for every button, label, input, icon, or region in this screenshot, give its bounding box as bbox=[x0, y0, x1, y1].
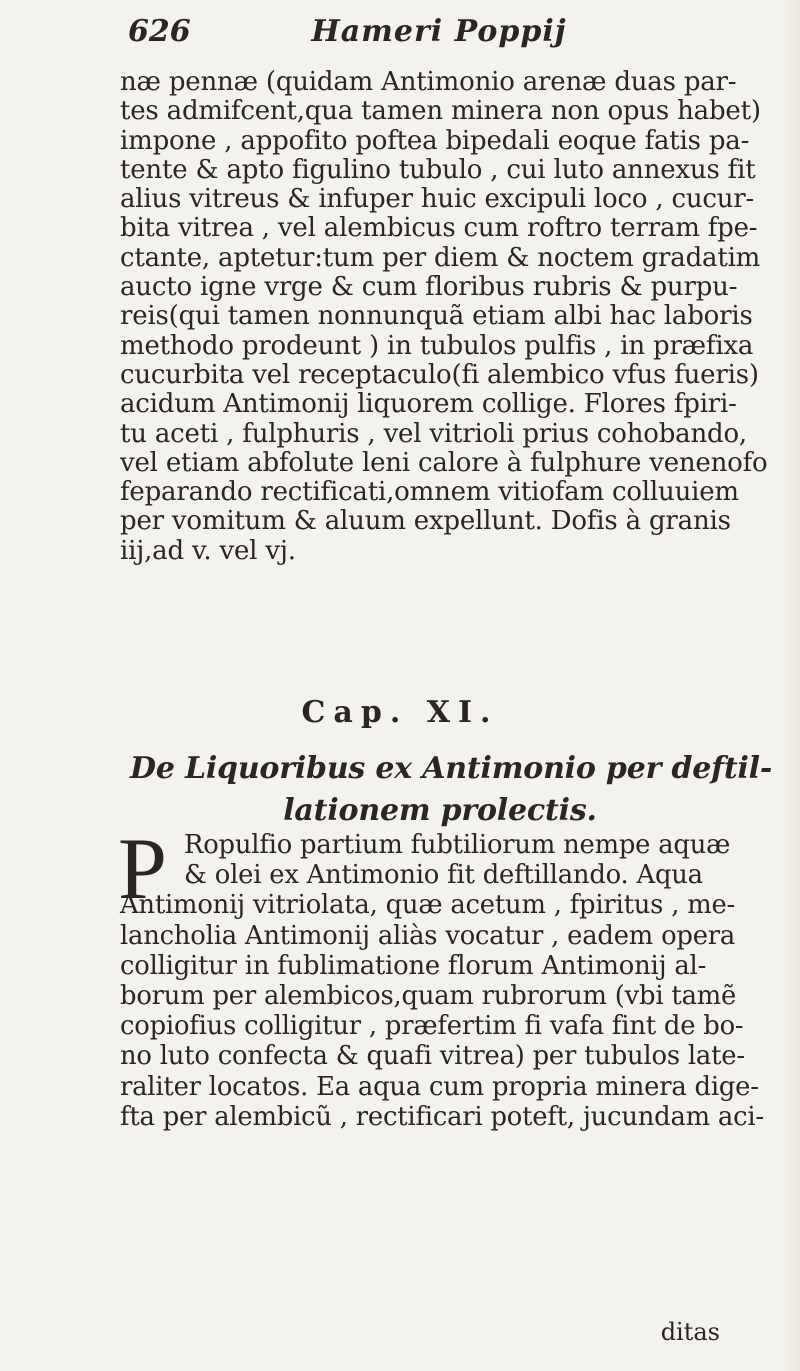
text-line: bita vitrea , vel alembicus cum roftro terram fpe- bbox=[120, 213, 758, 244]
paragraph-continued bbox=[120, 68, 790, 566]
chapter-paragraph bbox=[120, 830, 790, 1132]
text-line: fta per alembicũ , rectificari poteft, jucundam aci- bbox=[120, 1101, 764, 1132]
drop-capital: P bbox=[118, 821, 167, 918]
page-number: 626 bbox=[128, 14, 191, 49]
text-line: alius vitreus & infuper huic excipuli loco , cucur- bbox=[120, 184, 755, 215]
text-line: Antimonij vitriolata, quæ acetum , fpiritus , me- bbox=[120, 890, 736, 921]
text-line: copiofius colligitur , præfertim fi vafa fint de bo- bbox=[120, 1011, 744, 1042]
text-line: acidum Antimonij liquorem collige. Flores fpiri- bbox=[120, 389, 737, 420]
text-line: per vomitum & aluum expellunt. Dofis à granis bbox=[120, 506, 731, 537]
text-line: tu aceti , fulphuris , vel vitrioli prius cohobando, bbox=[120, 418, 747, 449]
text-line: Ropulfio partium fubtiliorum nempe aquæ bbox=[184, 830, 731, 860]
chapter-title-line: lationem prolectis. bbox=[283, 793, 597, 828]
text-line: ctante, aptetur:tum per diem & noctem gradatim bbox=[120, 242, 761, 273]
chapter-title bbox=[130, 748, 773, 832]
text-line: tente & apto figulino tubulo , cui luto annexus fit bbox=[120, 154, 756, 185]
text-line: lancholia Antimonij aliàs vocatur , eadem opera bbox=[120, 920, 736, 951]
running-header bbox=[128, 14, 640, 64]
running-title: Hameri Poppij bbox=[311, 14, 567, 49]
text-line: raliter locatos. Ea aqua cum propria minera dige- bbox=[120, 1071, 759, 1102]
chapter-title-line: De Liquoribus ex Antimonio per deftil- bbox=[130, 751, 773, 786]
text-line: & olei ex Antimonio fit deftillando. Aqua bbox=[184, 860, 703, 891]
text-line: vel etiam abfolute leni calore à fulphure venenofo bbox=[120, 447, 768, 478]
text-line: iij,ad v. vel vj. bbox=[120, 535, 296, 566]
text-line: aucto igne vrge & cum floribus rubris & purpu- bbox=[120, 272, 738, 303]
text-line: no luto confecta & quafi vitrea) per tubulos late- bbox=[120, 1041, 745, 1072]
text-line: næ pennæ (quidam Antimonio arenæ duas par- bbox=[120, 67, 737, 97]
text-line: feparando rectificati,omnem vitiofam colluuiem bbox=[120, 477, 739, 508]
text-line: reis(qui tamen nonnunquã etiam albi hac laboris bbox=[120, 301, 753, 332]
text-line: methodo prodeunt ) in tubulos pulfis , in præfixa bbox=[120, 330, 754, 361]
text-line: colligitur in fublimatione florum Antimonij al- bbox=[120, 950, 707, 981]
text-line: tes admifcent,qua tamen minera non opus habet) bbox=[120, 96, 761, 127]
text-line: cucurbita vel receptaculo(fi alembico vfus fueris) bbox=[120, 359, 759, 390]
chapter-heading: Cap. XI. bbox=[301, 695, 499, 730]
text-line: impone , appofito poftea bipedali eoque fatis pa- bbox=[120, 125, 750, 156]
text-line: borum per alembicos,quam rubrorum (vbi tamẽ bbox=[120, 981, 737, 1012]
catchword: ditas bbox=[660, 1318, 720, 1346]
